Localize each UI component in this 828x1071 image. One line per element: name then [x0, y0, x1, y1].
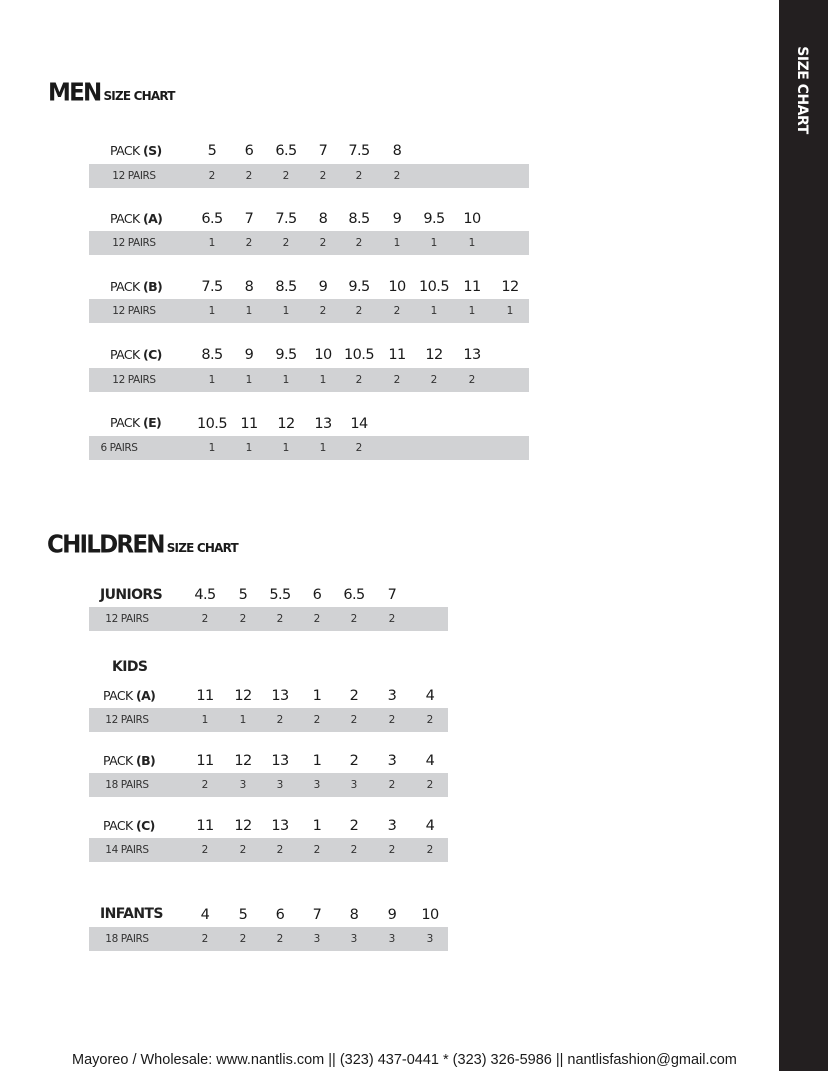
men-size-cell: 12 — [501, 279, 519, 295]
men-qty-cell: 2 — [393, 170, 401, 182]
men-qty-cell: 1 — [245, 442, 253, 454]
infants-qty-cell: 2 — [239, 933, 247, 945]
men-qty-cell: 1 — [208, 442, 216, 454]
infants-size-cell: 9 — [387, 907, 397, 923]
men-qty-cell: 1 — [208, 237, 216, 249]
men-qty-cell: 2 — [355, 442, 363, 454]
kids-qty-cell: 2 — [350, 844, 358, 856]
men-size-cell: 9.5 — [423, 211, 445, 227]
kids-size-cell: 4 — [425, 753, 435, 769]
children-heading — [47, 532, 238, 558]
pack-pairs: 14 PAIRS — [105, 844, 149, 856]
men-size-cell: 9 — [392, 211, 402, 227]
side-bar — [779, 0, 828, 1071]
pack-band — [89, 436, 529, 460]
kids-qty-cell: 2 — [350, 714, 358, 726]
kids-size-cell: 11 — [196, 688, 214, 704]
men-size-cell: 8 — [392, 143, 402, 159]
men-size-cell: 12 — [425, 347, 443, 363]
kids-qty-cell: 3 — [276, 779, 284, 791]
infants-qty-cell: 3 — [426, 933, 434, 945]
men-size-cell: 7 — [318, 143, 328, 159]
kids-qty-cell: 3 — [350, 779, 358, 791]
pack-label: PACK (C) — [110, 347, 162, 362]
infants-qty-cell: 2 — [201, 933, 209, 945]
pack-label: PACK (A) — [103, 688, 156, 703]
men-qty-cell: 2 — [245, 237, 253, 249]
men-size-cell: 9 — [244, 347, 254, 363]
men-size-cell: 14 — [350, 416, 368, 432]
kids-size-cell: 13 — [271, 818, 289, 834]
juniors-size-cell: 7 — [387, 587, 397, 603]
men-qty-cell: 1 — [468, 237, 476, 249]
men-size-cell: 10.5 — [344, 347, 374, 363]
kids-size-cell: 3 — [387, 818, 397, 834]
men-heading — [48, 80, 175, 106]
infants-qty-cell: 3 — [388, 933, 396, 945]
men-size-cell: 7.5 — [348, 143, 370, 159]
kids-size-cell: 2 — [349, 688, 359, 704]
juniors-qty-cell: 2 — [276, 613, 284, 625]
infants-size-cell: 5 — [238, 907, 248, 923]
pack-label: PACK (B) — [103, 753, 156, 768]
infants-size-cell: 7 — [312, 907, 322, 923]
men-size-cell: 8.5 — [201, 347, 223, 363]
men-qty-cell: 2 — [393, 374, 401, 386]
juniors-size-cell: 5 — [238, 587, 248, 603]
kids-qty-cell: 2 — [201, 779, 209, 791]
men-size-cell: 11 — [240, 416, 258, 432]
pack-pairs: 12 PAIRS — [112, 374, 156, 386]
infants-label: INFANTS — [100, 906, 163, 922]
infants-size-cell: 4 — [200, 907, 210, 923]
kids-qty-cell: 2 — [388, 844, 396, 856]
men-size-cell: 8 — [318, 211, 328, 227]
men-subtitle: SIZE CHART — [103, 89, 175, 103]
men-qty-cell: 1 — [506, 305, 514, 317]
men-qty-cell: 2 — [430, 374, 438, 386]
men-size-cell: 11 — [463, 279, 481, 295]
kids-qty-cell: 2 — [313, 844, 321, 856]
men-size-cell: 8.5 — [275, 279, 297, 295]
men-qty-cell: 2 — [319, 237, 327, 249]
men-qty-cell: 2 — [355, 374, 363, 386]
men-size-cell: 9.5 — [348, 279, 370, 295]
kids-qty-cell: 2 — [276, 714, 284, 726]
side-bar-label: SIZE CHART — [794, 46, 810, 134]
men-qty-cell: 1 — [430, 237, 438, 249]
kids-size-cell: 1 — [312, 818, 322, 834]
juniors-qty-cell: 2 — [239, 613, 247, 625]
kids-size-cell: 4 — [425, 688, 435, 704]
juniors-size-cell: 4.5 — [194, 587, 216, 603]
men-qty-cell: 2 — [282, 237, 290, 249]
kids-size-cell: 13 — [271, 753, 289, 769]
infants-qty-cell: 3 — [350, 933, 358, 945]
men-qty-cell: 1 — [208, 305, 216, 317]
men-size-cell: 8 — [244, 279, 254, 295]
kids-qty-cell: 2 — [388, 714, 396, 726]
pack-label: PACK (A) — [110, 211, 163, 226]
pack-pairs: 12 PAIRS — [112, 170, 156, 182]
men-qty-cell: 2 — [245, 170, 253, 182]
men-qty-cell: 2 — [208, 170, 216, 182]
men-qty-cell: 1 — [393, 237, 401, 249]
juniors-size-cell: 6 — [312, 587, 322, 603]
men-size-cell: 6 — [244, 143, 254, 159]
men-size-cell: 12 — [277, 416, 295, 432]
men-size-cell: 11 — [388, 347, 406, 363]
men-size-cell: 7.5 — [275, 211, 297, 227]
men-qty-cell: 2 — [355, 237, 363, 249]
men-title: MEN — [48, 78, 101, 108]
men-qty-cell: 1 — [245, 305, 253, 317]
kids-size-cell: 12 — [234, 753, 252, 769]
juniors-size-cell: 6.5 — [343, 587, 365, 603]
juniors-qty-cell: 2 — [313, 613, 321, 625]
kids-qty-cell: 2 — [239, 844, 247, 856]
kids-qty-cell: 3 — [239, 779, 247, 791]
kids-size-cell: 11 — [196, 753, 214, 769]
pack-pairs: 18 PAIRS — [105, 933, 149, 945]
kids-size-cell: 1 — [312, 753, 322, 769]
pack-pairs: 12 PAIRS — [105, 714, 149, 726]
juniors-label: JUNIORS — [100, 587, 163, 603]
men-qty-cell: 2 — [319, 305, 327, 317]
juniors-size-cell: 5.5 — [269, 587, 291, 603]
men-size-cell: 10.5 — [419, 279, 449, 295]
men-size-cell: 10 — [388, 279, 406, 295]
men-qty-cell: 1 — [319, 374, 327, 386]
men-qty-cell: 1 — [282, 305, 290, 317]
men-qty-cell: 2 — [355, 305, 363, 317]
men-qty-cell: 1 — [245, 374, 253, 386]
infants-size-cell: 6 — [275, 907, 285, 923]
kids-qty-cell: 2 — [426, 714, 434, 726]
pack-label: PACK (S) — [110, 143, 162, 158]
men-size-cell: 9.5 — [275, 347, 297, 363]
infants-qty-cell: 3 — [313, 933, 321, 945]
kids-size-cell: 1 — [312, 688, 322, 704]
kids-qty-cell: 2 — [276, 844, 284, 856]
men-qty-cell: 2 — [468, 374, 476, 386]
kids-size-cell: 12 — [234, 688, 252, 704]
kids-size-cell: 3 — [387, 688, 397, 704]
kids-size-cell: 2 — [349, 818, 359, 834]
men-qty-cell: 1 — [319, 442, 327, 454]
men-size-cell: 6.5 — [201, 211, 223, 227]
men-size-cell: 6.5 — [275, 143, 297, 159]
pack-pairs: 6 PAIRS — [100, 442, 138, 454]
pack-pairs: 18 PAIRS — [105, 779, 149, 791]
men-qty-cell: 2 — [355, 170, 363, 182]
kids-qty-cell: 2 — [388, 779, 396, 791]
men-qty-cell: 1 — [282, 442, 290, 454]
juniors-qty-cell: 2 — [388, 613, 396, 625]
men-qty-cell: 1 — [430, 305, 438, 317]
men-size-cell: 10 — [463, 211, 481, 227]
men-size-cell: 8.5 — [348, 211, 370, 227]
pack-label: PACK (B) — [110, 279, 163, 294]
kids-size-cell: 4 — [425, 818, 435, 834]
kids-qty-cell: 2 — [313, 714, 321, 726]
kids-label: KIDS — [112, 659, 148, 675]
men-size-cell: 7 — [244, 211, 254, 227]
kids-size-cell: 12 — [234, 818, 252, 834]
kids-qty-cell: 3 — [313, 779, 321, 791]
children-subtitle: SIZE CHART — [166, 541, 238, 555]
kids-qty-cell: 2 — [426, 844, 434, 856]
infants-size-cell: 8 — [349, 907, 359, 923]
juniors-qty-cell: 2 — [201, 613, 209, 625]
men-size-cell: 9 — [318, 279, 328, 295]
kids-qty-cell: 2 — [201, 844, 209, 856]
men-size-cell: 13 — [463, 347, 481, 363]
men-qty-cell: 2 — [282, 170, 290, 182]
footer-contact: Mayoreo / Wholesale: www.nantlis.com || (323) 437-0441 * (323) 326-5986 || nantlisfashion@gmail.com — [72, 1052, 737, 1068]
men-size-cell: 13 — [314, 416, 332, 432]
men-size-cell: 10 — [314, 347, 332, 363]
children-title: CHILDREN — [47, 530, 164, 560]
men-size-cell: 10.5 — [197, 416, 227, 432]
men-qty-cell: 1 — [208, 374, 216, 386]
infants-size-cell: 10 — [421, 907, 439, 923]
kids-size-cell: 3 — [387, 753, 397, 769]
kids-size-cell: 13 — [271, 688, 289, 704]
pack-pairs: 12 PAIRS — [112, 305, 156, 317]
kids-qty-cell: 1 — [239, 714, 247, 726]
kids-size-cell: 11 — [196, 818, 214, 834]
pack-pairs: 12 PAIRS — [105, 613, 149, 625]
kids-size-cell: 2 — [349, 753, 359, 769]
pack-pairs: 12 PAIRS — [112, 237, 156, 249]
kids-qty-cell: 2 — [426, 779, 434, 791]
infants-qty-cell: 2 — [276, 933, 284, 945]
juniors-qty-cell: 2 — [350, 613, 358, 625]
pack-label: PACK (C) — [103, 818, 155, 833]
men-size-cell: 5 — [207, 143, 217, 159]
pack-label: PACK (E) — [110, 415, 162, 430]
men-qty-cell: 2 — [319, 170, 327, 182]
men-qty-cell: 1 — [468, 305, 476, 317]
men-size-cell: 7.5 — [201, 279, 223, 295]
kids-qty-cell: 1 — [201, 714, 209, 726]
men-qty-cell: 2 — [393, 305, 401, 317]
men-qty-cell: 1 — [282, 374, 290, 386]
